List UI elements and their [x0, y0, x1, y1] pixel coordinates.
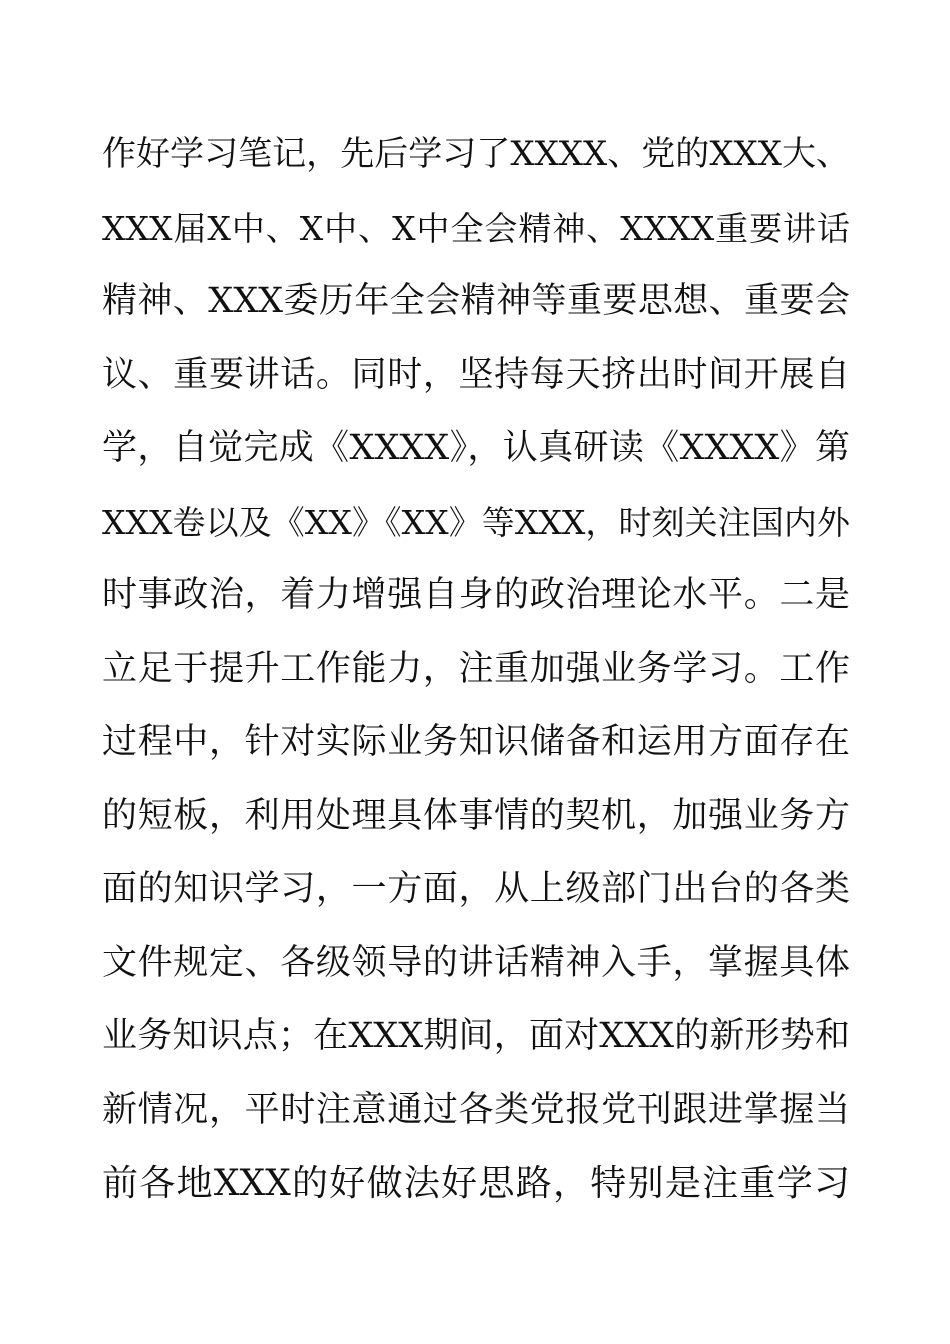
- text-line: 的短板，利用处理具体事情的契机，加强业务方: [102, 795, 850, 836]
- text-line: 文件规定、各级领导的讲话精神入手，掌握具体: [102, 942, 850, 983]
- text-line: 立足于提升工作能力，注重加强业务学习。工作: [102, 648, 850, 689]
- text-line: XXX届X中、X中、X中全会精神、XXXX重要讲话: [102, 208, 850, 248]
- text-line: 学，自觉完成《XXXX》，认真研读《XXXX》第: [102, 428, 850, 468]
- body-text: [102, 118, 850, 1221]
- text-line: 面的知识学习，一方面，从上级部门出台的各类: [102, 869, 850, 909]
- text-line: 精神、XXX委历年全会精神等重要思想、重要会: [102, 281, 850, 321]
- text-line: XXX卷以及《XX》《XX》等XXX，时刻关注国内外: [102, 502, 850, 542]
- text-line: 时事政治，着力增强自身的政治理论水平。二是: [102, 575, 850, 615]
- text-line: 业务知识点；在XXX期间，面对XXX的新形势和: [102, 1016, 850, 1056]
- text-line: 前各地XXX的好做法好思路，特别是注重学习: [102, 1163, 850, 1204]
- text-line: 议、重要讲话。同时，坚持每天挤出时间开展自: [102, 354, 850, 395]
- text-line: 过程中，针对实际业务知识储备和运用方面存在: [102, 722, 850, 762]
- text-line: 作好学习笔记，先后学习了XXXX、党的XXX大、: [102, 134, 850, 174]
- text-line: 新情况，平时注意通过各类党报党刊跟进掌握当: [102, 1089, 850, 1130]
